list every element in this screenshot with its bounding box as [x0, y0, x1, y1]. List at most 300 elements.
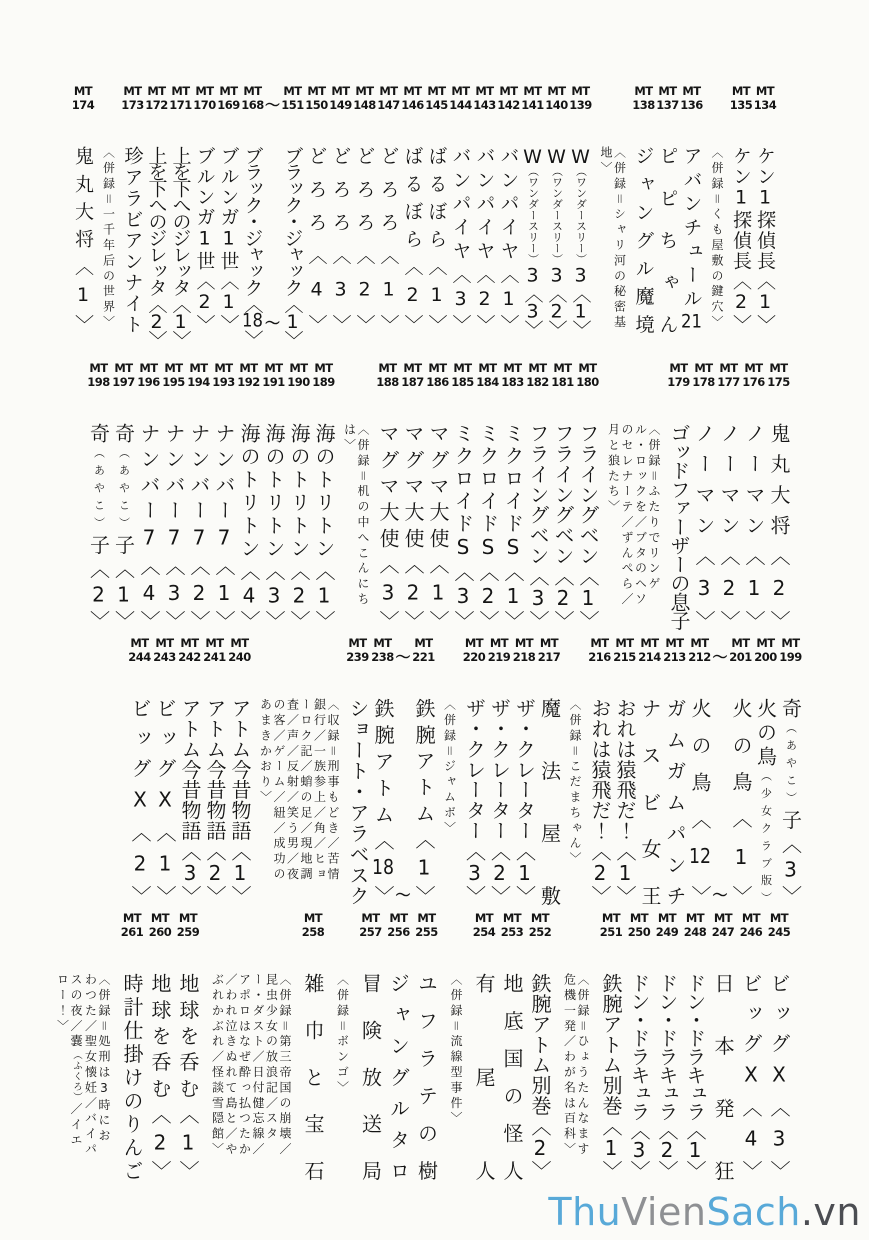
mt-code	[476, 361, 499, 423]
mt-prefix: MT	[690, 636, 709, 650]
mt-number: 181	[551, 375, 574, 390]
catalog-entry	[136, 361, 161, 628]
mt-code	[302, 911, 325, 973]
entry-title: ジャングルタロ	[386, 973, 411, 1178]
mt-number: 174	[71, 98, 95, 113]
note-text: 〈併録＝ふたりでリンゲル・ロックを／ブタのヘソのセレナーテ／ずんぺら／月と狼たち〉	[606, 423, 661, 608]
mt-code	[415, 911, 438, 973]
catalog-entry	[687, 636, 712, 903]
mt-code	[742, 361, 765, 423]
entry-note-column	[342, 361, 369, 608]
mt-number: 183	[501, 375, 524, 390]
mt-code	[663, 636, 686, 698]
mt-prefix: MT	[171, 84, 190, 98]
mt-number: 139	[569, 98, 592, 113]
range-tilde-bottom: 〜	[395, 886, 411, 904]
mt-number: 239	[346, 650, 369, 665]
entry-title: W（ワンダースリー）3〈3〉	[521, 146, 544, 337]
mt-code	[72, 84, 95, 146]
entry-title: ジャングル魔境	[632, 146, 655, 331]
entry-title: 海のトリトン〈1〉	[312, 423, 336, 628]
entry-note-column	[562, 911, 589, 1158]
mt-code	[237, 361, 260, 423]
mt-code	[529, 911, 552, 973]
catalog-entry	[537, 636, 562, 903]
mt-number: 172	[145, 98, 168, 113]
catalog-entry	[753, 636, 778, 903]
catalog-entry	[521, 84, 545, 337]
note-text: 〈併録＝シャリ河の秘密基地〉	[599, 146, 627, 331]
catalog-entry	[375, 361, 400, 628]
mt-prefix: MT	[502, 911, 522, 925]
catalog-entry	[612, 636, 637, 903]
catalog-entry	[656, 84, 680, 331]
mt-prefix: MT	[629, 911, 649, 925]
mt-code	[451, 361, 474, 423]
catalog-entry	[470, 911, 498, 1178]
mt-code	[193, 84, 216, 146]
inline-annotation: （あやこ）	[92, 447, 106, 535]
mt-code	[488, 636, 511, 698]
entry-title: ガムガムパンチ	[663, 698, 687, 903]
catalog-entry	[299, 911, 327, 1178]
catalog-entry	[193, 84, 217, 331]
catalog-entry	[425, 361, 450, 628]
mt-prefix: MT	[769, 911, 789, 925]
entry-title: 鬼丸大将〈2〉	[767, 423, 791, 628]
entry-title: ドン・ドラキュラ〈2〉	[655, 973, 679, 1178]
mt-code	[576, 361, 599, 423]
entry-title: 海のトリトン〈3〉	[262, 423, 286, 628]
mt-code	[359, 911, 382, 973]
entry-title: ミクロイドS〈2〉	[476, 423, 500, 628]
mt-number: 169	[217, 98, 240, 113]
mt-code	[187, 361, 210, 423]
catalog-entry	[550, 361, 575, 628]
mt-number: 149	[329, 98, 352, 113]
mt-code	[228, 636, 251, 698]
mt-prefix: MT	[243, 84, 262, 98]
mt-prefix: MT	[239, 361, 258, 375]
entry-title: 火の鳥〈1〉	[729, 698, 753, 903]
catalog-entry	[691, 361, 716, 628]
mt-prefix: MT	[539, 636, 559, 650]
entry-title: ノーマン〈1〉	[742, 423, 766, 628]
entry-note-column	[568, 636, 582, 883]
mt-prefix: MT	[731, 636, 750, 650]
entry-title: ブルンガ1世〈2〉	[193, 146, 216, 331]
entry-title: 鬼丸大将〈1〉	[72, 146, 94, 331]
mt-code	[473, 84, 496, 146]
mt-code	[656, 84, 679, 146]
mt-number: 138	[632, 98, 655, 113]
mt-number: 194	[187, 375, 210, 390]
mt-prefix: MT	[634, 84, 653, 98]
mt-code	[241, 84, 264, 146]
mt-number: 171	[169, 98, 192, 113]
mt-number: 249	[655, 925, 679, 940]
mt-prefix: MT	[499, 84, 518, 98]
inline-annotation: （少女クラブ版）	[759, 769, 773, 904]
mt-number: 217	[537, 650, 561, 665]
note-text: 〈併録＝机の中へこんにちは〉	[342, 423, 370, 608]
mt-number: 256	[387, 925, 410, 940]
range-tilde-top: 〜	[712, 648, 728, 666]
mt-prefix: MT	[464, 636, 484, 650]
catalog-row	[86, 361, 791, 628]
mt-code	[463, 636, 486, 698]
mt-number: 195	[162, 375, 185, 390]
entry-title: ゴッドファーザーの息子	[667, 423, 691, 628]
catalog-entry	[737, 911, 765, 1178]
entry-title: フライングベン〈1〉	[576, 423, 600, 628]
inline-annotation: （ふくろ）	[71, 1050, 82, 1103]
entry-title: ナンバー7〈3〉	[162, 423, 186, 628]
mt-number: 219	[487, 650, 511, 665]
mt-code	[730, 84, 753, 146]
catalog-entry	[281, 84, 305, 347]
mt-code	[401, 361, 424, 423]
mt-prefix: MT	[719, 361, 738, 375]
entry-title: ノーマン〈3〉	[692, 423, 716, 628]
catalog-entry	[111, 361, 136, 628]
mt-prefix: MT	[414, 636, 433, 650]
entry-title: アトム今昔物語〈3〉	[178, 698, 202, 903]
catalog-entry	[241, 84, 265, 347]
entry-title: マグマ大使〈1〉	[426, 423, 450, 628]
mt-number: 150	[305, 98, 328, 113]
mt-prefix: MT	[114, 361, 133, 375]
catalog-entry	[632, 84, 656, 331]
catalog-entry	[177, 636, 202, 903]
mt-code	[153, 636, 176, 698]
mt-number: 148	[353, 98, 376, 113]
catalog-entry	[186, 361, 211, 628]
mt-prefix: MT	[307, 84, 326, 98]
mt-number: 199	[779, 650, 802, 665]
catalog-entry	[728, 636, 753, 903]
mt-code	[329, 84, 352, 146]
mt-code	[521, 84, 544, 146]
mt-code	[632, 84, 655, 146]
mt-number: 213	[663, 650, 686, 665]
mt-number: 197	[112, 375, 135, 390]
mt-number: 257	[359, 925, 382, 940]
mt-code	[767, 361, 790, 423]
mt-prefix: MT	[658, 84, 677, 98]
entry-title: バンパイヤ〈1〉	[497, 146, 520, 331]
mt-code	[754, 84, 777, 146]
mt-code	[262, 361, 285, 423]
catalog-entry	[202, 636, 227, 903]
mt-code	[569, 84, 592, 146]
entry-title: どろろ〈4〉	[305, 146, 328, 331]
mt-number: 180	[576, 375, 599, 390]
entry-title: ユフラテの樹	[414, 973, 439, 1178]
mt-prefix: MT	[417, 911, 436, 925]
mt-prefix: MT	[503, 361, 522, 375]
catalog-row	[127, 636, 803, 903]
mt-number: 248	[683, 925, 707, 940]
mt-prefix: MT	[453, 361, 472, 375]
mt-code	[162, 361, 185, 423]
entry-title: 地球を呑む〈1〉	[176, 973, 200, 1178]
catalog-entry	[261, 361, 286, 628]
entry-title: W（ワンダースリー）3〈1〉	[569, 146, 592, 337]
mt-number: 178	[692, 375, 715, 390]
entry-title: ブルンガ1世〈1〉	[217, 146, 240, 331]
note-text: 〈併録＝流線型事件〉	[449, 973, 463, 1127]
mt-number: 141	[521, 98, 544, 113]
entry-note-column	[258, 636, 339, 883]
mt-number: 187	[401, 375, 424, 390]
entry-title: 雑巾と宝石	[301, 973, 325, 1178]
mt-prefix: MT	[139, 361, 158, 375]
mt-prefix: MT	[230, 636, 249, 650]
mt-number: 212	[688, 650, 711, 665]
mt-code	[526, 361, 549, 423]
entry-title: ブラック・ジャック〈18〉	[241, 146, 264, 347]
mt-number: 147	[377, 98, 400, 113]
entry-title: ノーマン〈2〉	[717, 423, 741, 628]
catalog-entry	[385, 911, 413, 1178]
catalog-entry	[413, 911, 441, 1178]
catalog-entry	[450, 361, 475, 628]
entry-title: アトム今昔物語〈1〉	[228, 698, 252, 903]
mt-prefix: MT	[264, 361, 283, 375]
catalog-entry	[741, 361, 766, 628]
note-text: 〈併録＝処刑は3時におわつた／聖女懐妊／バイパスの夜／嚢（ふくろ）／イエロー！〉	[55, 973, 111, 1158]
mt-number: 177	[717, 375, 740, 390]
catalog-entry	[525, 361, 550, 628]
entry-title: おれは猿飛だ！〈1〉	[613, 698, 637, 903]
catalog-entry	[118, 911, 146, 1178]
entry-title: 火の鳥〈12〉	[688, 698, 712, 903]
mt-number: 251	[599, 925, 623, 940]
mt-code	[692, 361, 715, 423]
entry-title: バンパイヤ〈2〉	[473, 146, 496, 331]
watermark-segment: Vien	[621, 1190, 707, 1234]
watermark-link[interactable]	[548, 1190, 861, 1234]
mt-number: 241	[203, 650, 226, 665]
mt-code	[371, 636, 394, 698]
entry-title: アバンチュール21	[680, 146, 703, 331]
catalog-entry	[765, 911, 793, 1178]
entry-title: アトム今昔物語〈2〉	[203, 698, 227, 903]
mt-prefix: MT	[89, 361, 108, 375]
mt-prefix: MT	[361, 911, 380, 925]
mt-code	[768, 911, 791, 973]
mt-number: 253	[500, 925, 524, 940]
entry-title: W（ワンダースリー）3〈2〉	[545, 146, 568, 337]
catalog-entry	[680, 84, 704, 331]
mt-code	[178, 636, 201, 698]
mt-number: 215	[613, 650, 636, 665]
range-tilde-top: 〜	[395, 648, 411, 666]
mt-number: 201	[729, 650, 752, 665]
mt-number: 240	[228, 650, 251, 665]
mt-number: 144	[449, 98, 472, 113]
mt-prefix: MT	[123, 84, 142, 98]
catalog-entry	[575, 361, 600, 628]
entry-title: 地底国の怪人	[500, 973, 524, 1178]
mt-prefix: MT	[682, 84, 701, 98]
inline-annotation: （あやこ）	[784, 722, 798, 810]
mt-prefix: MT	[355, 84, 374, 98]
entry-note-column	[335, 911, 349, 1158]
mt-number: 185	[451, 375, 474, 390]
mt-prefix: MT	[741, 911, 761, 925]
mt-code	[353, 84, 376, 146]
mt-prefix: MT	[331, 84, 350, 98]
entry-title: 珍アラビアンナイト	[121, 146, 144, 331]
mt-code	[377, 84, 400, 146]
mt-number: 243	[153, 650, 176, 665]
mt-prefix: MT	[755, 84, 775, 98]
catalog-entry	[625, 911, 653, 1178]
range-tilde-top: 〜	[264, 96, 280, 114]
inline-annotation: （ワンダースリー）	[574, 165, 588, 265]
mt-prefix: MT	[669, 361, 688, 375]
mt-code	[137, 361, 160, 423]
mt-number: 220	[462, 650, 486, 665]
catalog-entry	[377, 84, 401, 331]
entry-title: どろろ〈1〉	[377, 146, 400, 331]
entry-note-column	[55, 911, 110, 1158]
mt-number: 173	[121, 98, 144, 113]
catalog-entry	[174, 911, 202, 1178]
entry-title: ドン・ドラキュラ〈3〉	[627, 973, 651, 1178]
mt-code	[613, 636, 636, 698]
catalog-entry	[487, 636, 512, 903]
mt-prefix: MT	[530, 911, 550, 925]
catalog-entry	[662, 636, 687, 903]
mt-code	[656, 911, 679, 973]
catalog-entry	[512, 636, 537, 903]
catalog-entry	[666, 361, 691, 628]
mt-number: 136	[680, 98, 703, 113]
catalog-entry	[217, 84, 241, 331]
entry-title: ナンバー7〈2〉	[187, 423, 211, 628]
mt-prefix: MT	[756, 636, 775, 650]
mt-code	[212, 361, 235, 423]
entry-title: 海のトリトン〈4〉	[237, 423, 261, 628]
entry-title: ドン・ドラキュラ〈1〉	[683, 973, 707, 1178]
mt-code	[401, 84, 424, 146]
mt-prefix: MT	[122, 911, 142, 925]
mt-code	[754, 636, 777, 698]
mt-number: 137	[656, 98, 679, 113]
catalog-entry	[86, 361, 111, 628]
mt-prefix: MT	[373, 636, 392, 650]
mt-prefix: MT	[769, 361, 788, 375]
catalog-entry	[653, 911, 681, 1178]
mt-prefix: MT	[155, 636, 174, 650]
mt-code	[121, 84, 144, 146]
mt-code	[387, 911, 410, 973]
mt-code	[149, 911, 172, 973]
mt-number: 184	[476, 375, 499, 390]
mt-prefix: MT	[547, 84, 566, 98]
catalog-entry	[497, 84, 521, 331]
catalog-entry	[766, 361, 791, 628]
catalog-row	[47, 911, 793, 1178]
entry-title: ケン1探偵長〈1〉	[754, 146, 776, 331]
entry-title: おれは猿飛だ！〈2〉	[588, 698, 612, 903]
catalog-entry	[545, 84, 569, 337]
catalog-entry	[709, 911, 737, 1178]
mt-code	[551, 361, 574, 423]
catalog-entry	[473, 84, 497, 331]
entry-title: 鉄腕アトム〈1〉	[412, 698, 436, 903]
entry-title: ビッグX〈3〉	[767, 973, 791, 1178]
entry-note-column	[599, 84, 626, 331]
mt-number: 191	[262, 375, 285, 390]
mt-code	[217, 84, 240, 146]
mt-prefix: MT	[744, 361, 763, 375]
tatechuyoko-number: 18	[242, 311, 263, 330]
mt-code	[588, 636, 611, 698]
mt-number: 214	[638, 650, 661, 665]
tatechuyoko-number: 21	[681, 312, 702, 331]
note-text: 〈併録＝ひょうたんなます危機一発／わが名は百科〉	[562, 973, 590, 1158]
entry-title: 鉄腕アトム別巻〈2〉	[528, 973, 552, 1178]
catalog-entry	[121, 84, 145, 331]
mt-prefix: MT	[348, 636, 367, 650]
entry-title: マグマ大使〈3〉	[376, 423, 400, 628]
mt-prefix: MT	[475, 84, 494, 98]
entry-title: バンパイヤ〈3〉	[449, 146, 472, 331]
catalog-entry	[475, 361, 500, 628]
mt-number: 176	[742, 375, 765, 390]
entry-title: 上を下へのジレッタ〈2〉	[145, 146, 168, 347]
mt-code	[680, 84, 703, 146]
mt-number: 134	[753, 98, 777, 113]
watermark-segment: .vn	[800, 1190, 861, 1234]
mt-code	[281, 84, 304, 146]
mt-code	[87, 361, 110, 423]
catalog-entry	[462, 636, 487, 903]
mt-number: 189	[312, 375, 335, 390]
entry-title: 火の鳥（少女クラブ版）	[753, 698, 778, 904]
mt-code	[121, 911, 144, 973]
mt-prefix: MT	[219, 84, 238, 98]
mt-prefix: MT	[205, 636, 224, 650]
entry-title: ブラック・ジャック〈1〉	[281, 146, 304, 347]
mt-prefix: MT	[178, 911, 198, 925]
catalog-entry	[637, 636, 662, 903]
mt-number: 145	[425, 98, 448, 113]
catalog-entry	[587, 636, 612, 903]
entry-title: フライングベン〈2〉	[551, 423, 575, 628]
mt-code	[312, 361, 335, 423]
catalog-entry	[411, 636, 436, 903]
catalog-entry	[778, 636, 803, 903]
mt-prefix: MT	[147, 84, 166, 98]
entry-title: ばるぼら〈2〉	[401, 146, 424, 331]
mt-number: 168	[241, 98, 264, 113]
entry-title: どろろ〈3〉	[329, 146, 352, 331]
range-separator	[712, 636, 728, 903]
entry-title: 地球を呑む〈2〉	[148, 973, 172, 1178]
entry-title: ナスビ女王	[638, 698, 662, 903]
catalog-entry	[597, 911, 625, 1178]
mt-code	[177, 911, 200, 973]
inline-annotation: （ワンダースリー）	[526, 165, 540, 265]
mt-prefix: MT	[403, 361, 422, 375]
catalog-entry	[127, 636, 152, 903]
mt-prefix: MT	[180, 636, 199, 650]
